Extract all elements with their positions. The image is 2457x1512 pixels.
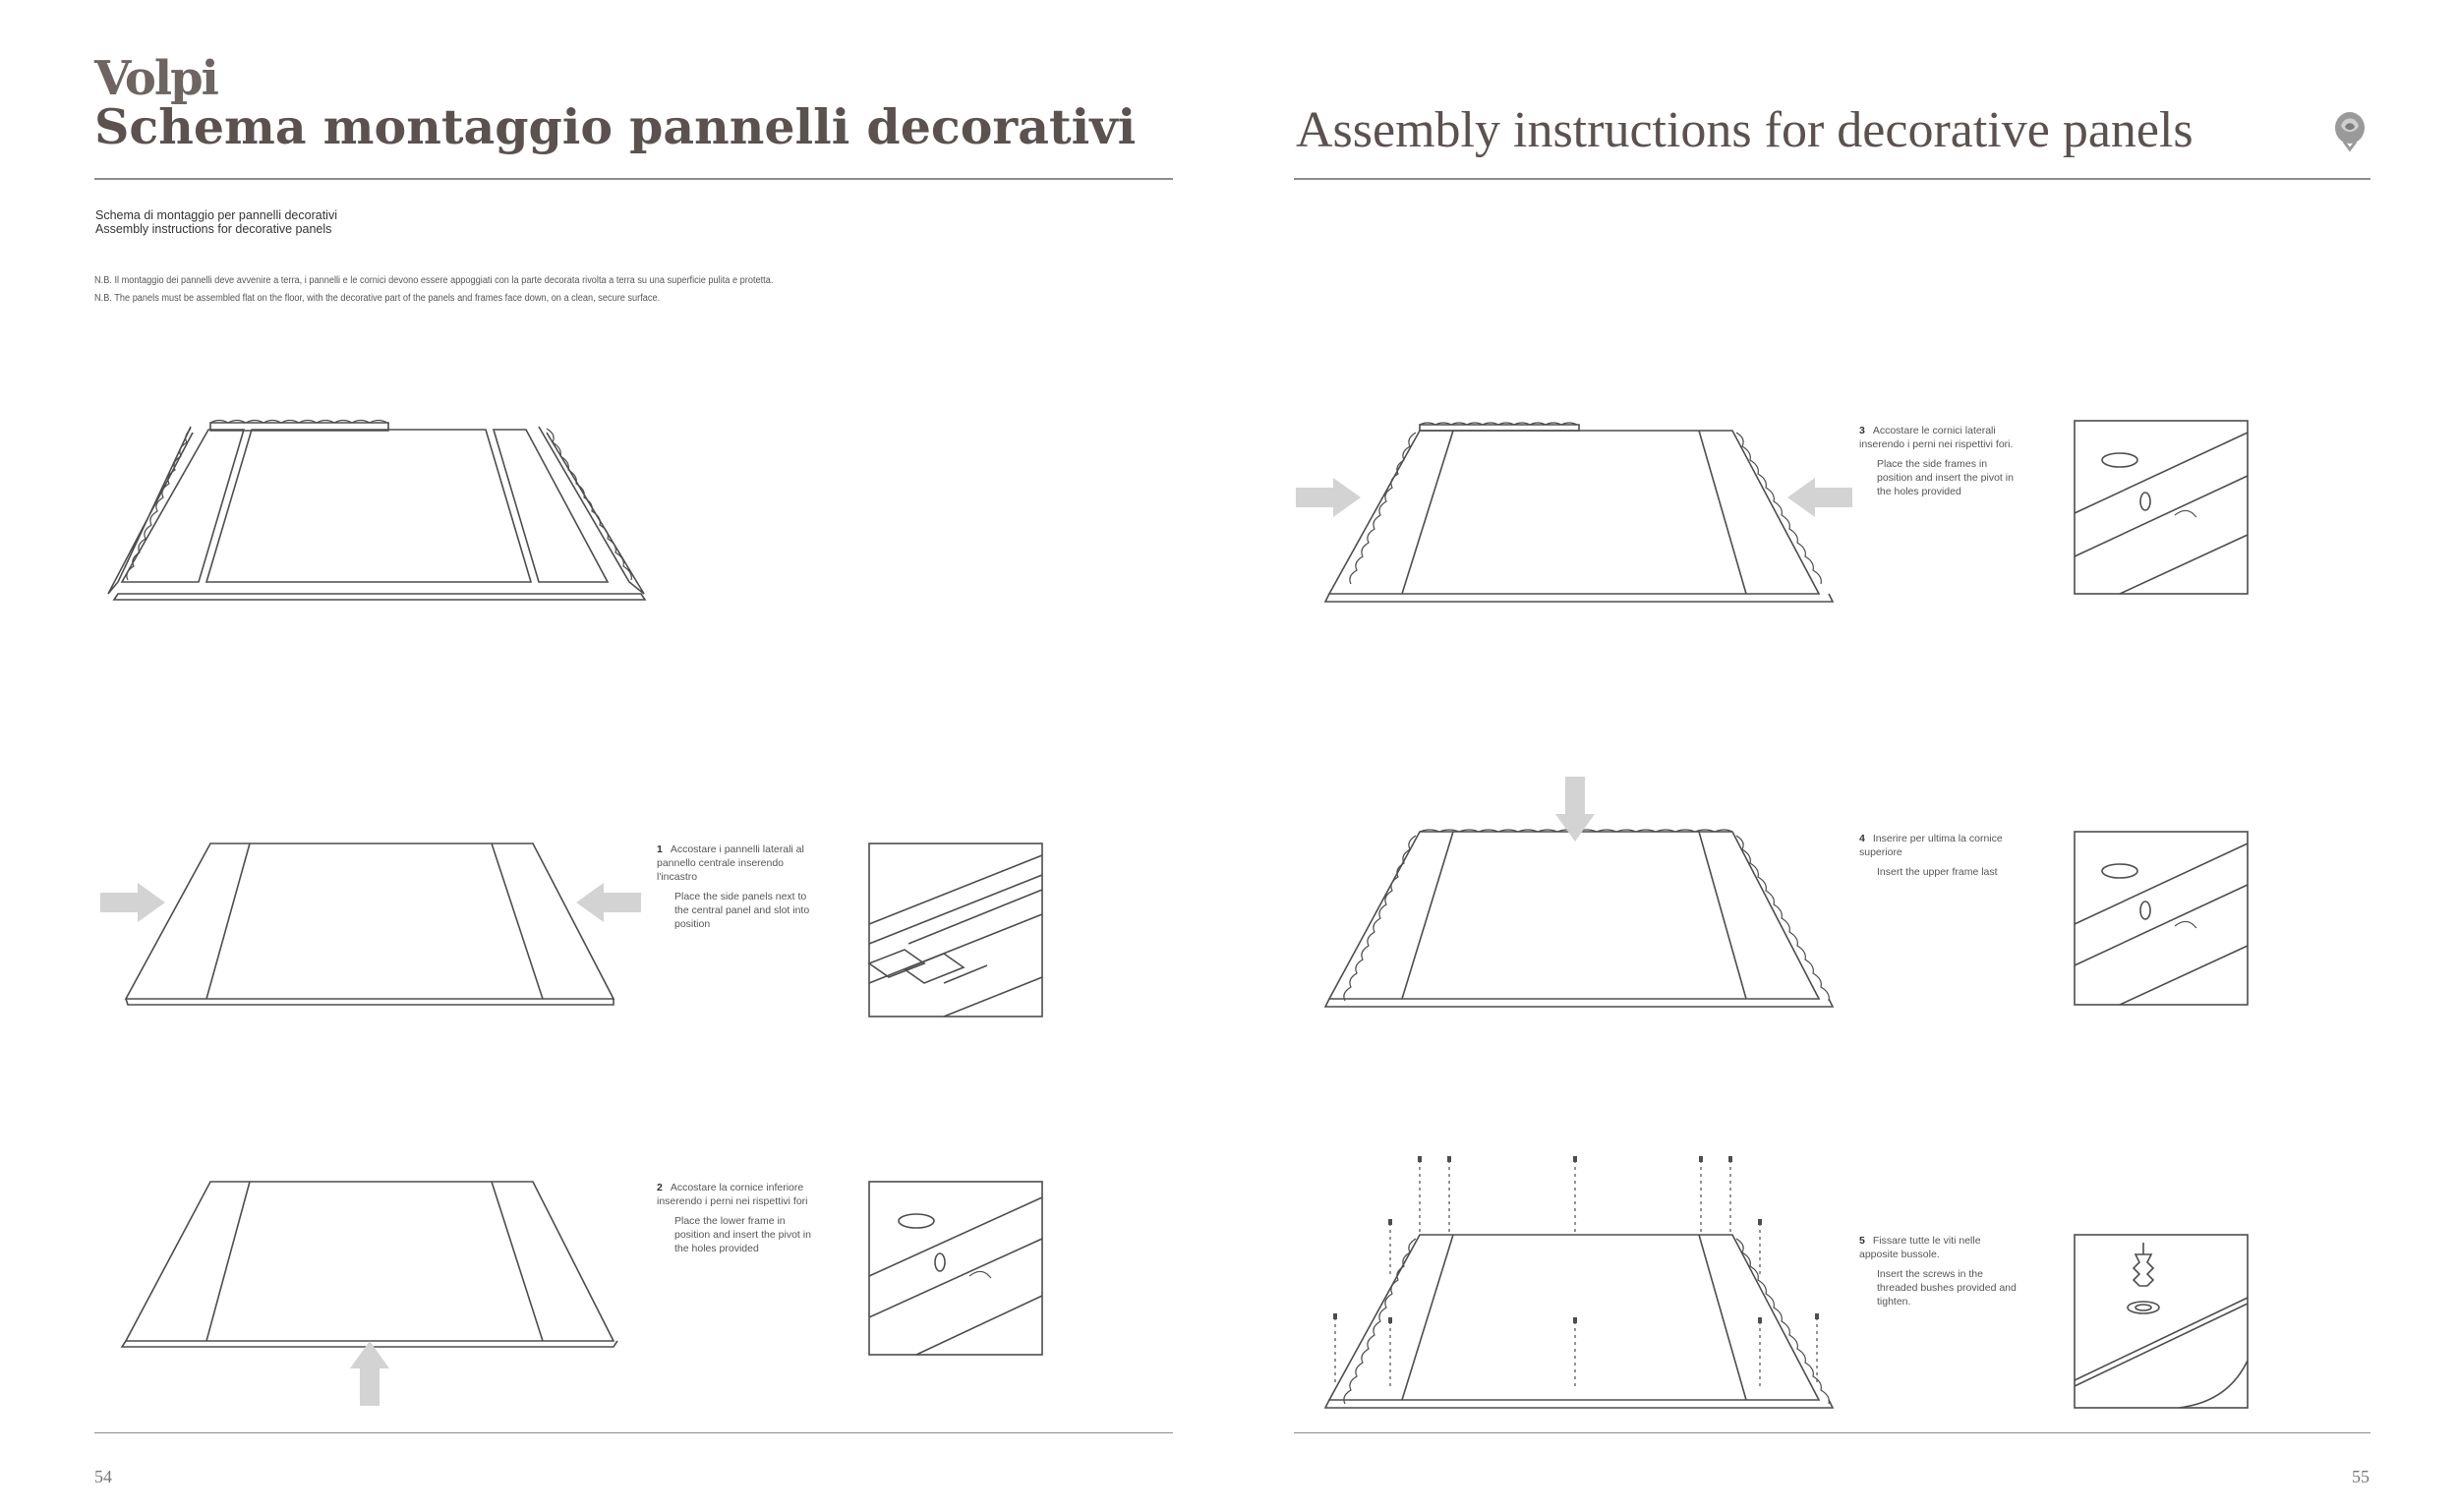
- step-text-italian: Accostare la cornice inferiore inserendo i perni nei rispettivi fori: [657, 1182, 808, 1207]
- step-text-english: Insert the upper frame last: [1877, 866, 1998, 878]
- step-2-detail-drawing: [869, 1182, 1042, 1355]
- step-number: 5: [1859, 1235, 1865, 1247]
- subtitle-english: Assembly instructions for decorative panels: [95, 222, 332, 236]
- step-number: 4: [1859, 833, 1865, 844]
- exploded-overview-drawing: [108, 421, 645, 601]
- subtitle-italian: Schema di montaggio per pannelli decorativi: [95, 208, 337, 222]
- step-text-english: Insert the screws in the threaded bushes provided and tighten.: [1877, 1268, 2017, 1308]
- step-number: 1: [657, 843, 663, 855]
- assembly-note-italian: N.B. Il montaggio dei pannelli deve avvenire a terra, i pannelli e le cornici devono essere appoggiati con la parte decorata rivolta a terra su una superficie pulita e protetta.: [94, 275, 774, 286]
- step-1-detail-drawing: [869, 843, 1042, 1017]
- step-text-italian: Fissare tutte le viti nelle apposite bussole.: [1859, 1235, 1981, 1260]
- step-number: 3: [1859, 425, 1865, 436]
- step-4-drawing: [1325, 777, 1833, 1007]
- step-text-english: Place the side frames in position and insert the pivot in the holes provided: [1877, 458, 2014, 497]
- brand-logo: Volpi: [94, 51, 217, 106]
- step-4-detail-drawing: [2075, 832, 2248, 1005]
- step-5-drawing: [1325, 1156, 1833, 1408]
- assembly-note-english: N.B. The panels must be assembled flat on the floor, with the decorative part of the panels and frames face down, on a clean, secure surface.: [94, 293, 661, 304]
- page-title-english: Assembly instructions for decorative panels: [1296, 102, 2194, 158]
- step-1-drawing: [100, 843, 641, 1005]
- step-2-drawing: [122, 1182, 617, 1406]
- step-text-english: Place the lower frame in position and insert the pivot in the holes provided: [674, 1215, 811, 1254]
- step-text-italian: Accostare le cornici laterali inserendo i perni nei rispettivi fori.: [1859, 425, 2014, 450]
- page-title-italian: Schema montaggio pannelli decorativi: [94, 98, 1137, 155]
- step-3-drawing: [1296, 423, 1852, 602]
- step-text-english: Place the side panels next to the central panel and slot into position: [674, 891, 810, 930]
- step-5-detail-drawing: [2075, 1235, 2248, 1408]
- step-text-italian: Inserire per ultima la cornice superiore: [1859, 833, 2003, 858]
- step-text-italian: Accostare i pannelli laterali al pannello centrale inserendo l'incastro: [657, 843, 804, 883]
- step-3-detail-drawing: [2075, 421, 2248, 594]
- page-number-right: 55: [2352, 1467, 2369, 1486]
- step-number: 2: [657, 1182, 663, 1193]
- page-number-left: 54: [94, 1467, 112, 1486]
